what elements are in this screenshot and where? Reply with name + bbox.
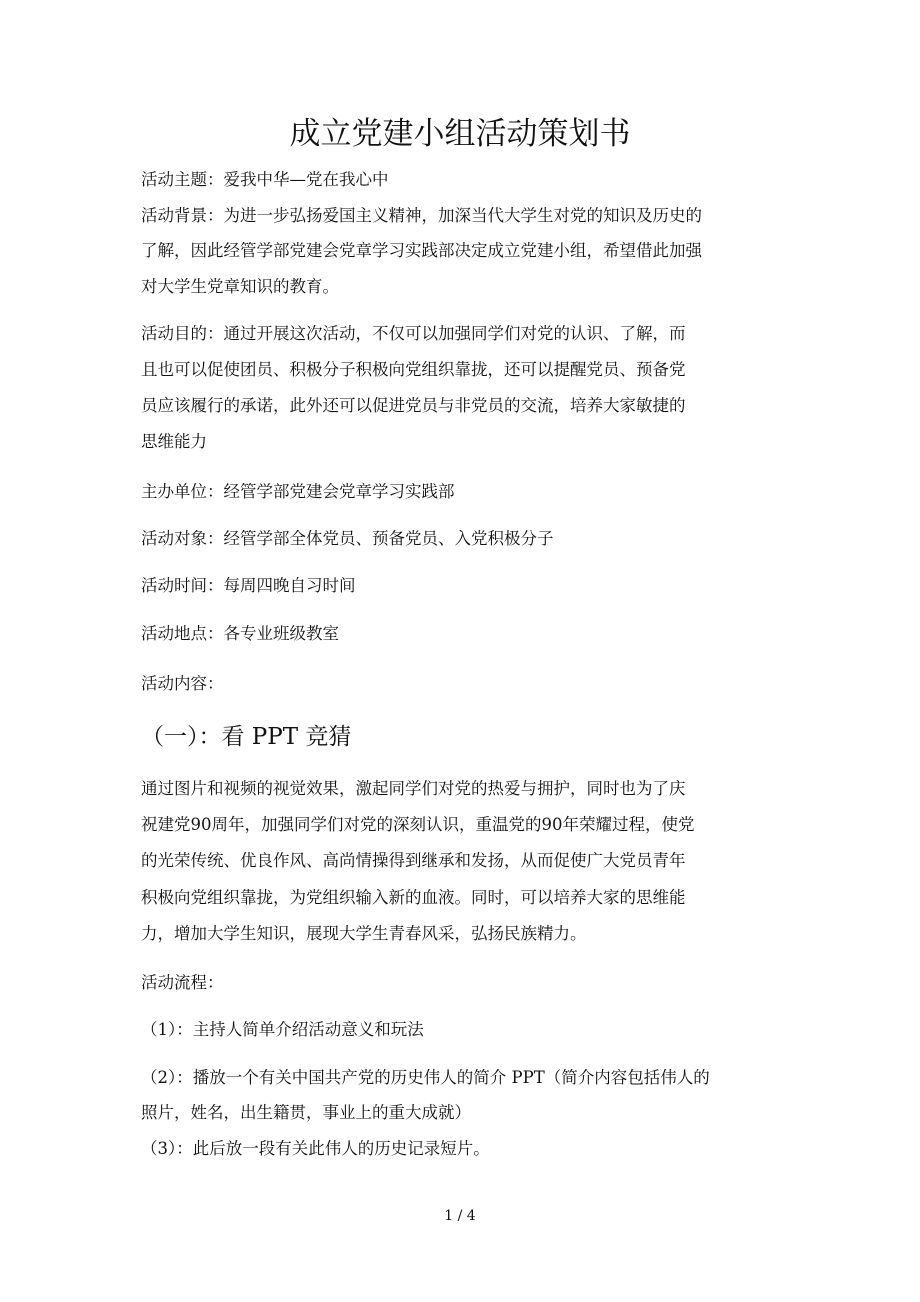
process-label: 活动流程：	[141, 973, 224, 992]
purpose-line-2: 且也可以促使团员、积极分子积极向党组织靠拢，还可以提醒党员、预备党	[141, 360, 686, 379]
activity-time: 活动时间：每周四晚自习时间	[141, 576, 356, 595]
purpose-line-4: 思维能力	[141, 432, 207, 451]
activity-theme: 活动主题：爱我中华—党在我心中	[141, 170, 389, 189]
background-line-1: 活动背景：为进一步弘扬爱国主义精神，加深当代大学生对党的知识及历史的	[141, 206, 702, 225]
page-number: 1 / 4	[444, 1208, 476, 1224]
section-1-line-3: 的光荣传统、优良作风、高尚情操得到继承和发扬，从而促使广大党员青年	[141, 851, 686, 870]
step-2: （2）：播放一个有关中国共产党的历史伟人的简介 PPT（简介内容包括伟人的	[141, 1068, 710, 1087]
step-1: （1）：主持人简单介绍活动意义和玩法	[141, 1020, 424, 1039]
section-1-line-4: 积极向党组织靠拢，为党组织输入新的血液。同时，可以培养大家的思维能	[141, 888, 686, 907]
purpose-line-3: 员应该履行的承诺，此外还可以促进党员与非党员的交流，培养大家敏捷的	[141, 396, 686, 415]
activity-location: 活动地点：各专业班级教室	[141, 624, 339, 643]
section-1-heading: （一）：看 PPT 竞猜	[141, 724, 352, 750]
step-3: （3）：此后放一段有关此伟人的历史记录短片。	[141, 1139, 490, 1158]
section-1-line-5: 力，增加大学生知识，展现大学生青春风采，弘扬民族精力。	[141, 924, 587, 943]
content-label: 活动内容：	[141, 674, 224, 693]
background-line-2: 了解，因此经管学部党建会党章学习实践部决定成立党建小组，希望借此加强	[141, 241, 702, 260]
organizer: 主办单位：经管学部党建会党章学习实践部	[141, 482, 455, 501]
section-1-line-2: 祝建党90周年，加强同学们对党的深刻认识，重温党的90年荣耀过程，使党	[141, 815, 695, 834]
background-line-3: 对大学生党章知识的教育。	[141, 277, 339, 296]
section-1-line-1: 通过图片和视频的视觉效果，激起同学们对党的热爱与拥护，同时也为了庆	[141, 779, 686, 798]
purpose-line-1: 活动目的：通过开展这次活动，不仅可以加强同学们对党的认识、了解，而	[141, 324, 686, 343]
target-audience: 活动对象：经管学部全体党员、预备党员、入党积极分子	[141, 529, 554, 548]
step-2-continued: 照片，姓名，出生籍贯，事业上的重大成就）	[141, 1103, 471, 1122]
document-title: 成立党建小组活动策划书	[289, 116, 631, 152]
